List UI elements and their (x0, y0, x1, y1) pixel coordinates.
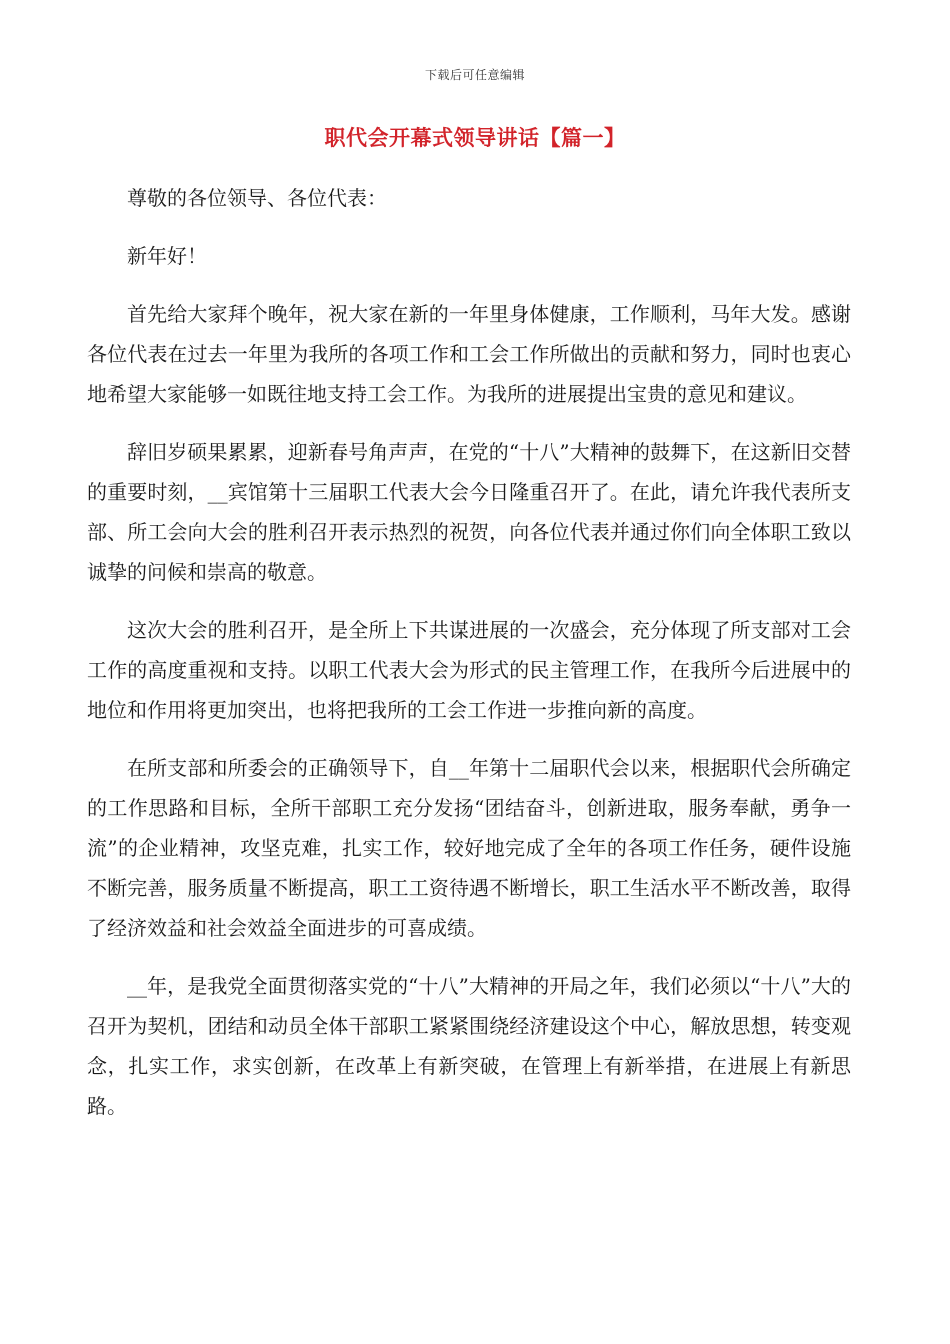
salutation: 尊敬的各位领导、各位代表： (127, 186, 387, 210)
body-paragraph: 首先给大家拜个晚年，祝大家在新的一年里身体健康，工作顺利，马年大发。感谢各位代表在过去一年里为我所的各项工作和工会工作所做出的贡献和努力，同时也衷心地希望大家能够一如既往地支持工会工作。为我所的进展提出宝贵的意见和建议。 (87, 302, 851, 406)
body-paragraph: __年，是我党全面贯彻落实党的“十八”大精神的开局之年，我们必须以“十八”大的召开为契机，团结和动员全体干部职工紧紧围绕经济建设这个中心，解放思想，转变观念，扎实工作，求实创新，在改革上有新突破，在管理上有新举措，在进展上有新思路。 (87, 974, 851, 1118)
header-note: 下载后可任意编辑 (424, 68, 525, 82)
greeting: 新年好！ (127, 244, 207, 268)
body-paragraph: 这次大会的胜利召开，是全所上下共谋进展的一次盛会，充分体现了所支部对工会工作的高度重视和支持。以职工代表大会为形式的民主管理工作，在我所今后进展中的地位和作用将更加突出，也将把我所的工会工作进一步推向新的高度。 (87, 618, 851, 722)
body-paragraph: 辞旧岁硕果累累，迎新春号角声声，在党的“十八”大精神的鼓舞下，在这新旧交替的重要时刻，__宾馆第十三届职工代表大会今日隆重召开了。在此，请允许我代表所支部、所工会向大会的胜利召开表示热烈的祝贺，向各位代表并通过你们向全体职工致以诚挚的问候和崇高的敬意。 (87, 440, 851, 584)
document-body (87, 178, 851, 1144)
document-title: 职代会开幕式领导讲话【篇一】 (324, 125, 626, 150)
body-paragraph: 在所支部和所委会的正确领导下，自__年第十二届职代会以来，根据职代会所确定的工作思路和目标，全所干部职工充分发扬“团结奋斗，创新进取，服务奉献，勇争一流”的企业精神，攻坚克难，扎实工作，较好地完成了全年的各项工作任务，硬件设施不断完善，服务质量不断提高，职工工资待遇不断增长，职工生活水平不断改善，取得了经济效益和社会效益全面进步的可喜成绩。 (87, 756, 851, 940)
